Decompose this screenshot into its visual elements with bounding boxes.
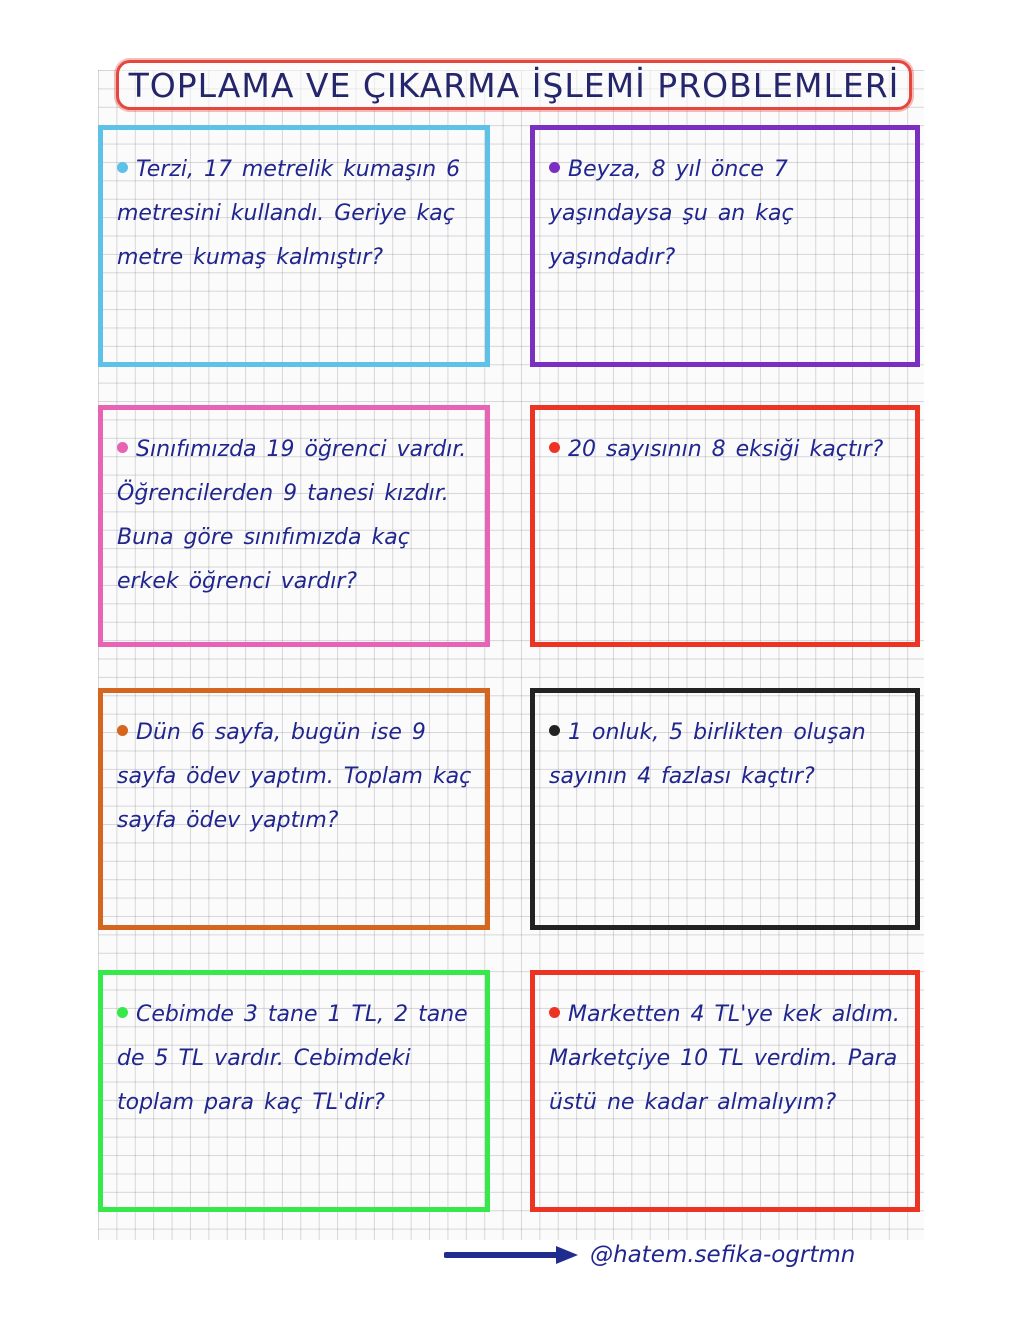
problem-box-6 — [530, 688, 920, 930]
problem-box-2 — [530, 125, 920, 367]
problem-text: Sınıfımızda 19 öğrenci vardır. Öğrencilerden 9 tanesi kızdır. Buna göre sınıfımızda kaç erkek öğrenci vardır? — [117, 437, 467, 594]
problem-text: Beyza, 8 yıl önce 7 yaşındaysa şu an kaç yaşındadır? — [549, 157, 794, 270]
problem-box-8 — [530, 970, 920, 1212]
bullet-dot-icon — [549, 442, 560, 453]
problem-box-7 — [98, 970, 490, 1212]
problem-text: Marketten 4 TL'ye kek aldım. Marketçiye 10 TL verdim. Para üstü ne kadar almalıyım? — [549, 1002, 900, 1115]
bullet-dot-icon — [117, 725, 128, 736]
problem-text: 1 onluk, 5 birlikten oluşan sayının 4 fazlası kaçtır? — [549, 720, 866, 789]
problem-text: Dün 6 sayfa, bugün ise 9 sayfa ödev yaptım. Toplam kaç sayfa ödev yaptım? — [117, 720, 472, 833]
problem-text: Terzi, 17 metrelik kumaşın 6 metresini kullandı. Geriye kaç metre kumaş kalmıştır? — [117, 157, 461, 270]
author-credit — [444, 1235, 904, 1275]
bullet-dot-icon — [549, 1007, 560, 1018]
problem-text: 20 sayısının 8 eksiği kaçtır? — [568, 437, 884, 462]
problem-box-3 — [98, 405, 490, 647]
bullet-dot-icon — [117, 1007, 128, 1018]
problem-box-5 — [98, 688, 490, 930]
title-banner — [116, 60, 912, 110]
problem-text: Cebimde 3 tane 1 TL, 2 tane de 5 TL vardır. Cebimdeki toplam para kaç TL'dir? — [117, 1002, 468, 1115]
author-handle: @hatem.sefika-ogrtmn — [590, 1242, 856, 1268]
problem-box-1 — [98, 125, 490, 367]
bullet-dot-icon — [117, 162, 128, 173]
bullet-dot-icon — [117, 442, 128, 453]
bullet-dot-icon — [549, 162, 560, 173]
arrow-right-icon — [444, 1243, 584, 1267]
bullet-dot-icon — [549, 725, 560, 736]
problem-box-4 — [530, 405, 920, 647]
page-title: TOPLAMA VE ÇIKARMA İŞLEMİ PROBLEMLERİ — [128, 65, 900, 105]
